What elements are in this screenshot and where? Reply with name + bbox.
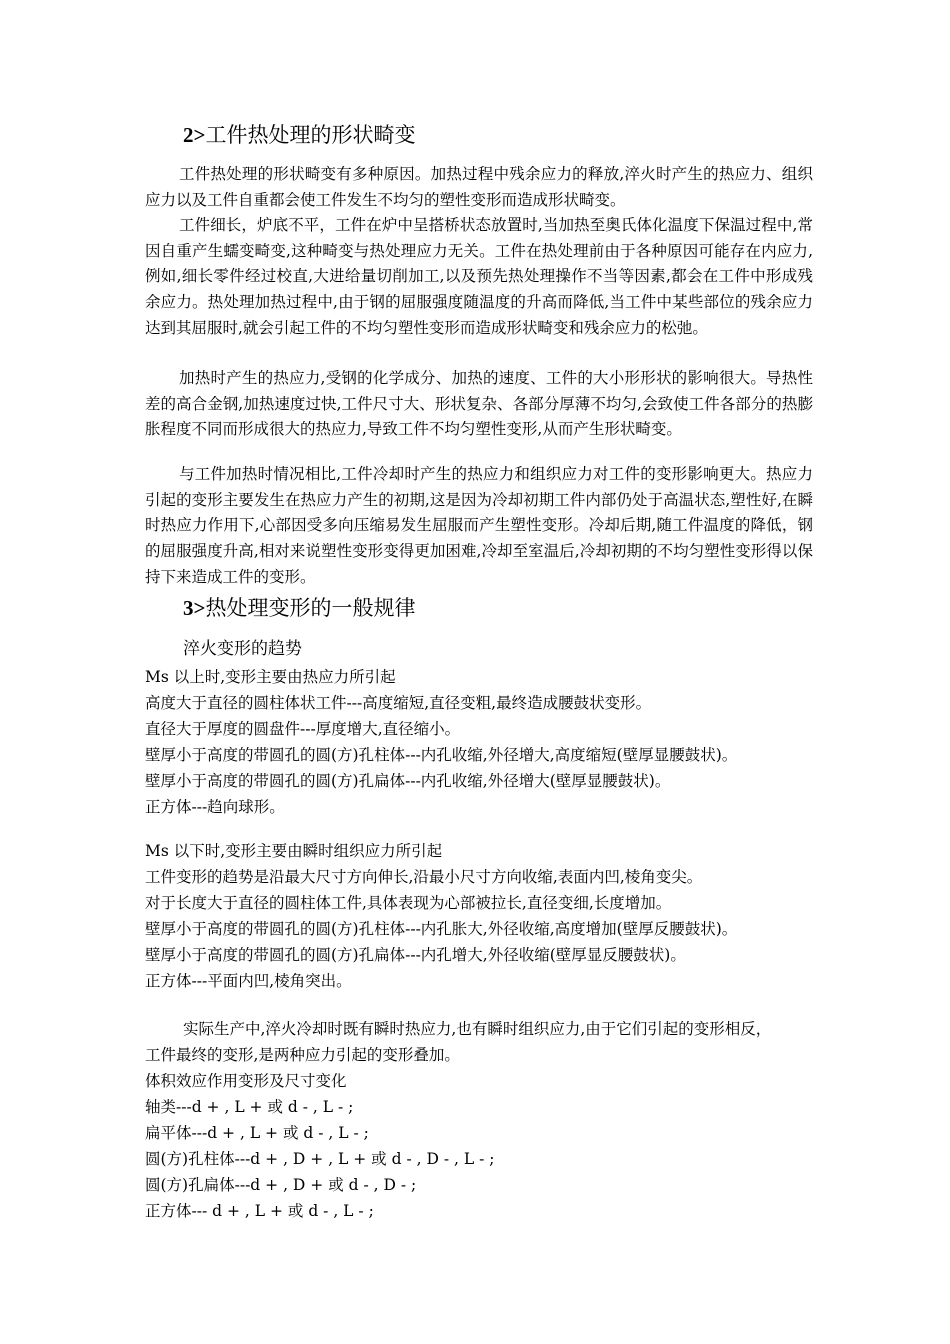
above-ms-line: 壁厚小于高度的带圆孔的圆(方)孔扁体---内孔收缩,外径增大(壁厚显腰鼓状)。	[145, 772, 671, 790]
section-3-title: 热处理变形的一般规律	[205, 596, 416, 620]
paragraph-4: 与工件加热时情况相比,工件冷却时产生的热应力和组织应力对工件的变形影响更大。热应力引起的变形主要发生在热应力产生的初期,这是因为冷却初期工件内部仍处于高温状态,塑性好,在瞬时热应力作用下,心部因受多向压缩易发生屈服而产生塑性变形。冷却后期,随工件温度的降低，钢的屈服强度升高,相对来说塑性变形变得更加困难,冷却至室温后,冷却初期的不均匀塑性变形得以保持下来造成工件的变形。	[145, 465, 813, 586]
above-ms-line: 正方体---趋向球形。	[145, 798, 285, 816]
volume-effect-line: 圆(方)孔扁体---d + , D + 或 d - , D - ;	[145, 1176, 417, 1194]
above-ms-line: 壁厚小于高度的带圆孔的圆(方)孔柱体---内孔收缩,外径增大,高度缩短(壁厚显腰鼓状)。	[145, 746, 738, 764]
above-ms-line: Ms 以上时,变形主要由热应力所引起	[145, 668, 396, 686]
below-ms-line: 工件变形的趋势是沿最大尺寸方向伸长,沿最小尺寸方向收缩,表面内凹,棱角变尖。	[145, 868, 703, 886]
paragraph-1: 工件热处理的形状畸变有多种原因。加热过程中残余应力的释放,淬火时产生的热应力、组织应力以及工件自重都会使工件发生不均匀的塑性变形而造成形状畸变。	[145, 165, 813, 209]
volume-effect-line: 圆(方)孔柱体---d + , D + , L + 或 d - , D - , L - ;	[145, 1150, 495, 1168]
section-3-number: 3>	[183, 596, 206, 620]
volume-effect-title: 体积效应作用变形及尺寸变化	[145, 1072, 347, 1090]
volume-effect-line: 轴类---d + , L + 或 d - , L - ;	[145, 1098, 354, 1116]
paragraph-2: 工件细长，炉底不平，工件在炉中呈搭桥状态放置时,当加热至奥氏体化温度下保温过程中,常因自重产生蠕变畸变,这种畸变与热处理应力无关。工件在热处理前由于各种原因可能存在内应力,例如,细长零件经过校直,大进给量切削加工,以及预先热处理操作不当等因素,都会在工件中形成残余应力。热处理加热过程中,由于钢的屈服强度随温度的升高而降低,当工件中某些部位的残余应力达到其屈服时,就会引起工件的不均匀塑性变形而造成形状畸变和残余应力的松弛。	[145, 216, 813, 337]
section-2-heading	[183, 121, 415, 149]
below-ms-line: 正方体---平面内凹,棱角突出。	[145, 972, 352, 990]
below-ms-line: Ms 以下时,变形主要由瞬时组织应力所引起	[145, 842, 443, 860]
section-2-title: 工件热处理的形状畸变	[205, 123, 416, 147]
practice-line: 实际生产中,淬火冷却时既有瞬时热应力,也有瞬时组织应力,由于它们引起的变形相反，	[183, 1020, 772, 1038]
quench-trend-subtitle: 淬火变形的趋势	[183, 639, 302, 659]
below-ms-line: 对于长度大于直径的圆柱体工件,具体表现为心部被拉长,直径变细,长度增加。	[145, 894, 672, 912]
practice-line: 工件最终的变形,是两种应力引起的变形叠加。	[145, 1046, 460, 1064]
volume-effect-line: 正方体--- d + , L + 或 d - , L - ;	[145, 1202, 374, 1220]
above-ms-line: 高度大于直径的圆柱体状工件---高度缩短,直径变粗,最终造成腰鼓状变形。	[145, 694, 652, 712]
section-3-heading	[183, 594, 415, 622]
section-2-number: 2>	[183, 123, 206, 147]
below-ms-line: 壁厚小于高度的带圆孔的圆(方)孔柱体---内孔胀大,外径收缩,高度增加(壁厚反腰鼓状)。	[145, 920, 738, 938]
below-ms-line: 壁厚小于高度的带圆孔的圆(方)孔扁体---内孔增大,外径收缩(壁厚显反腰鼓状)。	[145, 946, 686, 964]
paragraph-3: 加热时产生的热应力,受钢的化学成分、加热的速度、工件的大小形形状的影响很大。导热性差的高合金钢,加热速度过快,工件尺寸大、形状复杂、各部分厚薄不均匀,会致使工件各部分的热膨胀程度不同而形成很大的热应力,导致工件不均匀塑性变形,从而产生形状畸变。	[145, 369, 813, 439]
above-ms-line: 直径大于厚度的圆盘件---厚度增大,直径缩小。	[145, 720, 461, 738]
volume-effect-line: 扁平体---d + , L + 或 d - , L - ;	[145, 1124, 369, 1142]
